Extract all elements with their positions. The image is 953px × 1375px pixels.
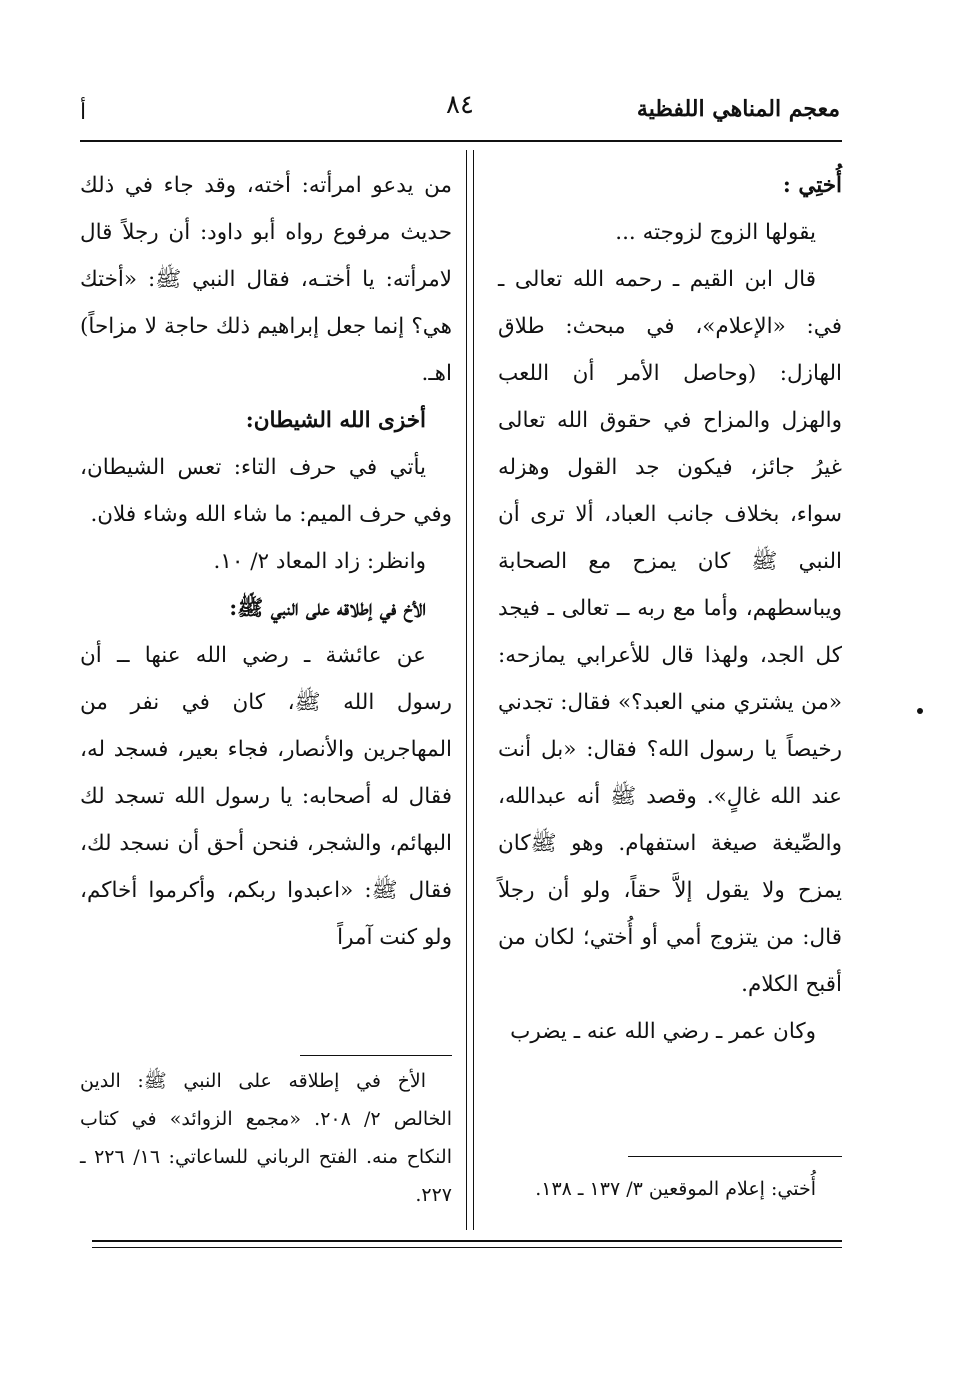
bottom-rule-thin	[92, 1247, 842, 1248]
page-number: ٨٤	[446, 90, 474, 120]
running-title: معجم المناهي اللفظية	[636, 96, 840, 122]
footnote-left	[80, 1062, 452, 1214]
left-paragraph-3: وانظر: زاد المعاد ٢/ ١٠.	[213, 549, 426, 574]
bottom-rule-thick	[92, 1240, 842, 1242]
right-paragraph-ibn-qayyim: قال ابن القيم ـ رحمه الله تعالى ـ في: «الإعلام»، في مبحث: طلاق الهازل: (وحاصل الأمر أن اللعب والهزل والمزاح في حقوق الله تعالى غيرُ جائز، فيكون جد القول وهزله سواء، بخلاف جانب العباد، ألا ترى أن النبي ﷺ كان يمزح مع الصحابة ويباسطهم، وأما مع ربه ــ تعالى ـ فيجد كل الجد، ولهذا قال للأعرابي يمازحه: «من يشتري مني العبد؟» فقال: تجدني رخيصاً يا رسول الله؟ فقال: «بل أنت عند الله غالٍ». وقصد ﷺ أنه عبدالله، والصِّيغة صيغة استفهام. وهو ﷺكان يمزح ولا يقول إلاَّ حقاً، ولو أن رجلاً قال: من يتزوج أمي أو أُختي؛ لكان من أقبح الكلام.	[498, 267, 842, 997]
footnote-right-text: أُختي: إعلام الموقعين ٣/ ١٣٧ ـ ١٣٨.	[535, 1178, 816, 1200]
left-paragraph-2: يأتي في حرف التاء: تعس الشيطان، وفي حرف الميم: ما شاء الله وشاء فلان.	[80, 455, 452, 527]
right-line-1: يقولها الزوج لزوجته ...	[615, 220, 816, 245]
footnote-rule-left	[300, 1055, 452, 1056]
footnote-right	[498, 1170, 842, 1208]
signature-mark: أ	[80, 100, 87, 125]
right-column	[498, 162, 842, 1055]
left-column	[80, 162, 452, 961]
footnote-rule-right	[628, 1156, 842, 1157]
left-paragraph-4: عن عائشة ـ رضي الله عنها ــ أن رسول الله ﷺ، كان في نفر من المهاجرين والأنصار، فجاء بعير، فسجد له، فقال له أصحابه: يا رسول الله تسجد لك البهائم، والشجر، فنحن أحق أن نسجد لك، فقال ﷺ: «اعبدوا ربكم، وأكرموا أخاكم، ولو كنت آمراً	[80, 643, 452, 950]
entry-heading-akh: الأخ في إطلاقه على النبي ﷺ:	[229, 596, 426, 621]
header-rule	[80, 140, 842, 142]
entry-heading-akhza: أخزى الله الشيطان:	[245, 408, 426, 433]
page-header	[80, 90, 840, 132]
column-divider	[466, 150, 474, 1230]
entry-heading-ukhti: أُختِي :	[782, 173, 842, 198]
left-paragraph-1: من يدعو امرأته: أخته، وقد جاء في ذلك حديث مرفوع رواه أبو داود: أن رجلاً قال لامرأته: يا أختـه، فقال النبي ﷺ: «أختك هي؟ إنما جعل إبراهيم ذلك حاجة لا مزاحاً) اهـ.	[80, 173, 452, 386]
right-paragraph-umar: وكان عمر ـ رضي الله عنه ـ يضرب	[510, 1019, 816, 1044]
margin-dot	[917, 708, 923, 714]
footnote-left-text: الأخ في إطلاقه على النبي ﷺ: الدين الخالص ٢/ ٢٠٨. «مجمع الزوائد» في كتاب النكاح منه. الفتح الرباني للساعاتي: ١٦/ ٢٢٦ ـ ٢٢٧.	[80, 1070, 452, 1206]
